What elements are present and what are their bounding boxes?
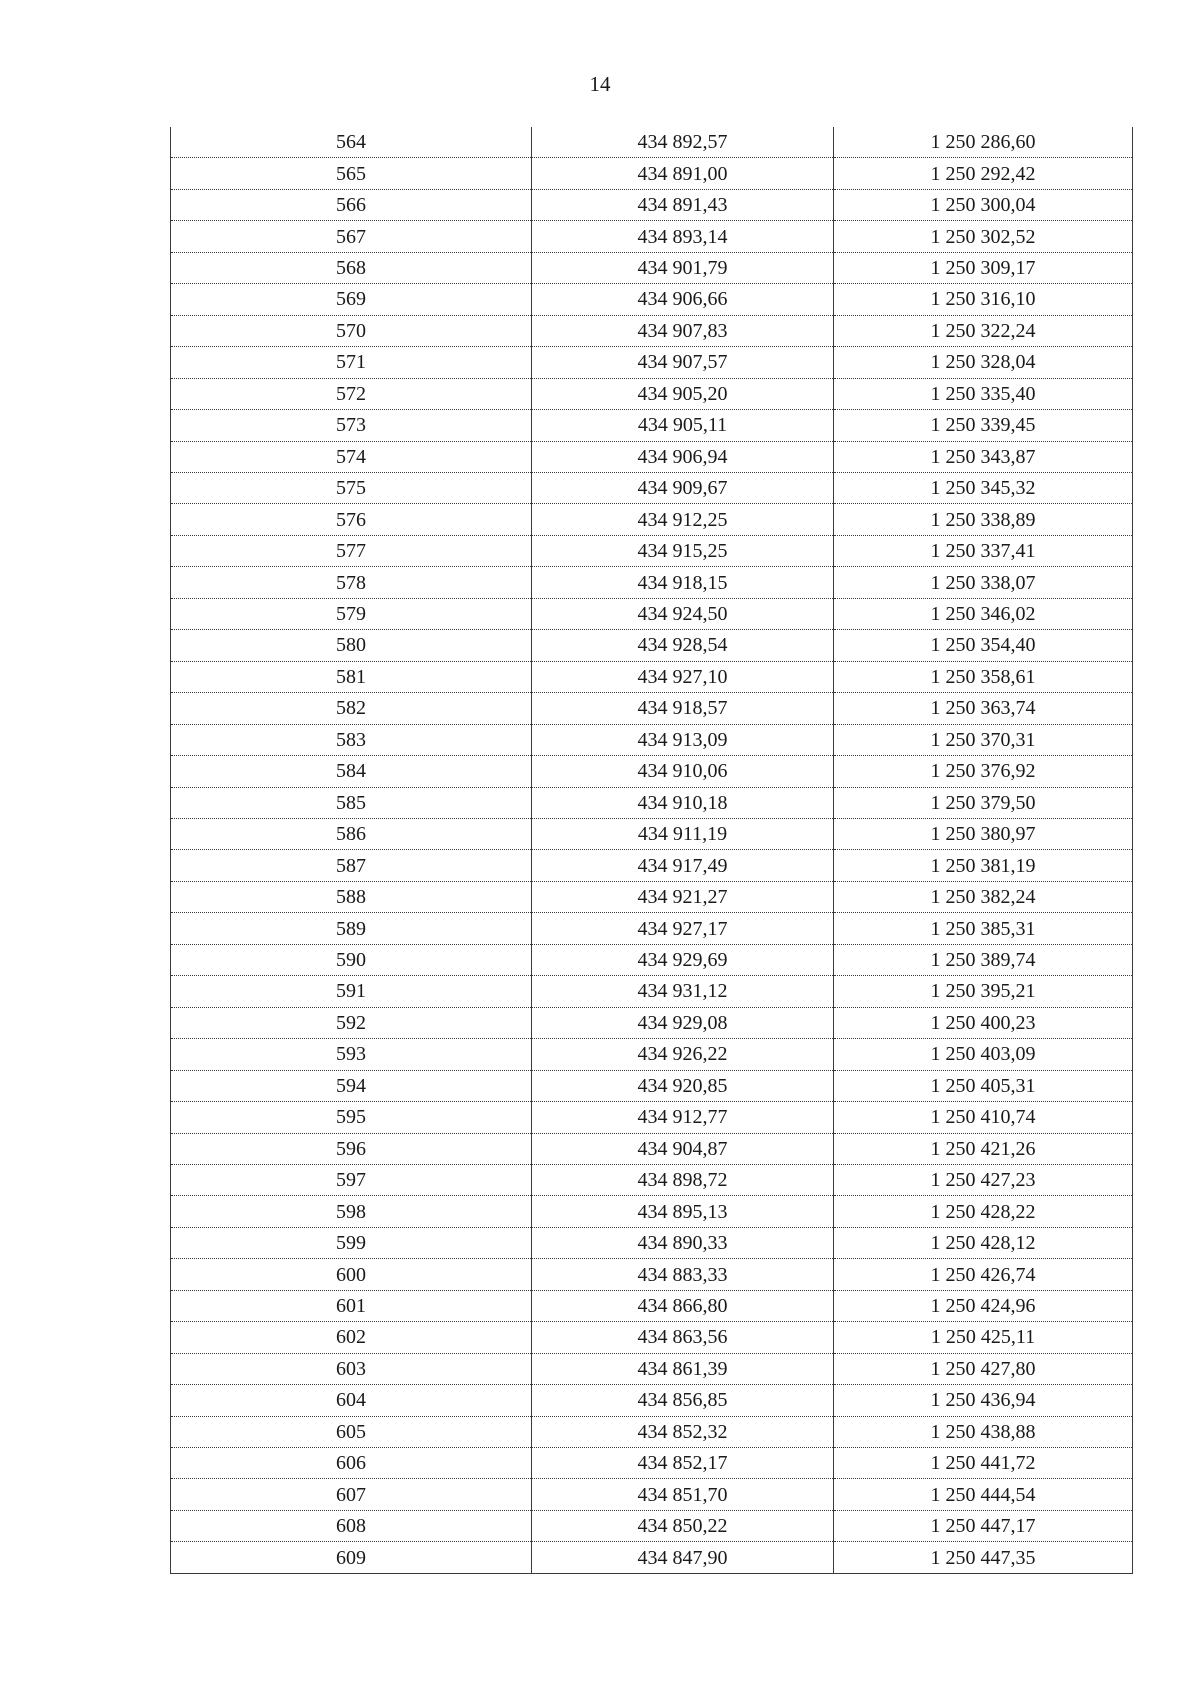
table-row (171, 1164, 1133, 1195)
x-coordinate-cell: 434 901,79 (532, 252, 834, 283)
point-number-cell: 574 (171, 441, 532, 472)
table-row (171, 315, 1133, 346)
x-coordinate-cell: 434 913,09 (532, 724, 834, 755)
x-coordinate-cell: 434 891,00 (532, 158, 834, 189)
x-coordinate-cell: 434 920,85 (532, 1070, 834, 1101)
table-row (171, 1133, 1133, 1164)
x-coordinate-cell: 434 866,80 (532, 1290, 834, 1321)
point-number-cell: 584 (171, 756, 532, 787)
y-coordinate-cell: 1 250 382,24 (834, 881, 1133, 912)
table-row (171, 535, 1133, 566)
x-coordinate-cell: 434 856,85 (532, 1385, 834, 1416)
y-coordinate-cell: 1 250 424,96 (834, 1290, 1133, 1321)
point-number-cell: 591 (171, 976, 532, 1007)
y-coordinate-cell: 1 250 302,52 (834, 221, 1133, 252)
point-number-cell: 564 (171, 127, 532, 158)
y-coordinate-cell: 1 250 380,97 (834, 818, 1133, 849)
table-row (171, 504, 1133, 535)
table-row (171, 1196, 1133, 1227)
table-row (171, 1259, 1133, 1290)
x-coordinate-cell: 434 893,14 (532, 221, 834, 252)
y-coordinate-cell: 1 250 338,89 (834, 504, 1133, 535)
point-number-cell: 601 (171, 1290, 532, 1321)
table-row (171, 1039, 1133, 1070)
x-coordinate-cell: 434 907,83 (532, 315, 834, 346)
x-coordinate-cell: 434 883,33 (532, 1259, 834, 1290)
point-number-cell: 608 (171, 1510, 532, 1541)
table-row (171, 661, 1133, 692)
page-number: 14 (589, 72, 611, 96)
y-coordinate-cell: 1 250 343,87 (834, 441, 1133, 472)
table-row (171, 1070, 1133, 1101)
y-coordinate-cell: 1 250 322,24 (834, 315, 1133, 346)
table-row (171, 410, 1133, 441)
x-coordinate-cell: 434 915,25 (532, 535, 834, 566)
point-number-cell: 572 (171, 378, 532, 409)
y-coordinate-cell: 1 250 427,80 (834, 1353, 1133, 1384)
point-number-cell: 606 (171, 1448, 532, 1479)
y-coordinate-cell: 1 250 426,74 (834, 1259, 1133, 1290)
point-number-cell: 589 (171, 913, 532, 944)
table-row (171, 1227, 1133, 1258)
x-coordinate-cell: 434 895,13 (532, 1196, 834, 1227)
table-row (171, 1416, 1133, 1447)
table-row (171, 1385, 1133, 1416)
table-row (171, 756, 1133, 787)
y-coordinate-cell: 1 250 370,31 (834, 724, 1133, 755)
y-coordinate-cell: 1 250 428,22 (834, 1196, 1133, 1227)
x-coordinate-cell: 434 890,33 (532, 1227, 834, 1258)
x-coordinate-cell: 434 906,94 (532, 441, 834, 472)
x-coordinate-cell: 434 909,67 (532, 472, 834, 503)
y-coordinate-cell: 1 250 346,02 (834, 598, 1133, 629)
x-coordinate-cell: 434 911,19 (532, 818, 834, 849)
y-coordinate-cell: 1 250 316,10 (834, 284, 1133, 315)
table-row (171, 347, 1133, 378)
table-row (171, 944, 1133, 975)
point-number-cell: 597 (171, 1164, 532, 1195)
point-number-cell: 605 (171, 1416, 532, 1447)
x-coordinate-cell: 434 921,27 (532, 881, 834, 912)
y-coordinate-cell: 1 250 335,40 (834, 378, 1133, 409)
x-coordinate-cell: 434 906,66 (532, 284, 834, 315)
table-row (171, 1353, 1133, 1384)
x-coordinate-cell: 434 852,17 (532, 1448, 834, 1479)
table-row (171, 472, 1133, 503)
y-coordinate-cell: 1 250 292,42 (834, 158, 1133, 189)
x-coordinate-cell: 434 929,69 (532, 944, 834, 975)
x-coordinate-cell: 434 918,57 (532, 693, 834, 724)
x-coordinate-cell: 434 850,22 (532, 1510, 834, 1541)
x-coordinate-cell: 434 910,06 (532, 756, 834, 787)
point-number-cell: 598 (171, 1196, 532, 1227)
coordinates-table-body (171, 127, 1133, 1573)
table-row (171, 127, 1133, 158)
y-coordinate-cell: 1 250 425,11 (834, 1322, 1133, 1353)
y-coordinate-cell: 1 250 338,07 (834, 567, 1133, 598)
table-row (171, 1479, 1133, 1510)
x-coordinate-cell: 434 929,08 (532, 1007, 834, 1038)
point-number-cell: 593 (171, 1039, 532, 1070)
table-row (171, 221, 1133, 252)
y-coordinate-cell: 1 250 300,04 (834, 189, 1133, 220)
y-coordinate-cell: 1 250 441,72 (834, 1448, 1133, 1479)
table-row (171, 787, 1133, 818)
table-row (171, 378, 1133, 409)
y-coordinate-cell: 1 250 337,41 (834, 535, 1133, 566)
point-number-cell: 592 (171, 1007, 532, 1038)
point-number-cell: 573 (171, 410, 532, 441)
table-row (171, 1322, 1133, 1353)
x-coordinate-cell: 434 852,32 (532, 1416, 834, 1447)
table-row (171, 1290, 1133, 1321)
point-number-cell: 599 (171, 1227, 532, 1258)
y-coordinate-cell: 1 250 286,60 (834, 127, 1133, 158)
table-row (171, 1102, 1133, 1133)
y-coordinate-cell: 1 250 309,17 (834, 252, 1133, 283)
point-number-cell: 567 (171, 221, 532, 252)
x-coordinate-cell: 434 907,57 (532, 347, 834, 378)
table-row (171, 252, 1133, 283)
table-row (171, 913, 1133, 944)
table-row (171, 976, 1133, 1007)
x-coordinate-cell: 434 861,39 (532, 1353, 834, 1384)
table-row (171, 1510, 1133, 1541)
point-number-cell: 580 (171, 630, 532, 661)
table-row (171, 189, 1133, 220)
x-coordinate-cell: 434 931,12 (532, 976, 834, 1007)
point-number-cell: 595 (171, 1102, 532, 1133)
x-coordinate-cell: 434 926,22 (532, 1039, 834, 1070)
point-number-cell: 576 (171, 504, 532, 535)
x-coordinate-cell: 434 851,70 (532, 1479, 834, 1510)
point-number-cell: 566 (171, 189, 532, 220)
y-coordinate-cell: 1 250 381,19 (834, 850, 1133, 881)
table-row (171, 598, 1133, 629)
y-coordinate-cell: 1 250 410,74 (834, 1102, 1133, 1133)
y-coordinate-cell: 1 250 444,54 (834, 1479, 1133, 1510)
y-coordinate-cell: 1 250 345,32 (834, 472, 1133, 503)
x-coordinate-cell: 434 904,87 (532, 1133, 834, 1164)
table-row (171, 441, 1133, 472)
point-number-cell: 569 (171, 284, 532, 315)
table-row (171, 1542, 1133, 1573)
table-row (171, 818, 1133, 849)
point-number-cell: 585 (171, 787, 532, 818)
point-number-cell: 577 (171, 535, 532, 566)
x-coordinate-cell: 434 905,20 (532, 378, 834, 409)
y-coordinate-cell: 1 250 405,31 (834, 1070, 1133, 1101)
x-coordinate-cell: 434 905,11 (532, 410, 834, 441)
point-number-cell: 570 (171, 315, 532, 346)
point-number-cell: 583 (171, 724, 532, 755)
table-row (171, 693, 1133, 724)
x-coordinate-cell: 434 910,18 (532, 787, 834, 818)
y-coordinate-cell: 1 250 363,74 (834, 693, 1133, 724)
y-coordinate-cell: 1 250 427,23 (834, 1164, 1133, 1195)
y-coordinate-cell: 1 250 403,09 (834, 1039, 1133, 1070)
table-row (171, 850, 1133, 881)
y-coordinate-cell: 1 250 428,12 (834, 1227, 1133, 1258)
x-coordinate-cell: 434 924,50 (532, 598, 834, 629)
x-coordinate-cell: 434 927,17 (532, 913, 834, 944)
x-coordinate-cell: 434 912,25 (532, 504, 834, 535)
y-coordinate-cell: 1 250 376,92 (834, 756, 1133, 787)
point-number-cell: 607 (171, 1479, 532, 1510)
table-row (171, 158, 1133, 189)
y-coordinate-cell: 1 250 379,50 (834, 787, 1133, 818)
x-coordinate-cell: 434 927,10 (532, 661, 834, 692)
y-coordinate-cell: 1 250 389,74 (834, 944, 1133, 975)
point-number-cell: 568 (171, 252, 532, 283)
y-coordinate-cell: 1 250 447,17 (834, 1510, 1133, 1541)
y-coordinate-cell: 1 250 328,04 (834, 347, 1133, 378)
point-number-cell: 565 (171, 158, 532, 189)
x-coordinate-cell: 434 891,43 (532, 189, 834, 220)
point-number-cell: 587 (171, 850, 532, 881)
table-row (171, 630, 1133, 661)
x-coordinate-cell: 434 928,54 (532, 630, 834, 661)
y-coordinate-cell: 1 250 339,45 (834, 410, 1133, 441)
y-coordinate-cell: 1 250 436,94 (834, 1385, 1133, 1416)
y-coordinate-cell: 1 250 400,23 (834, 1007, 1133, 1038)
y-coordinate-cell: 1 250 354,40 (834, 630, 1133, 661)
table-row (171, 567, 1133, 598)
point-number-cell: 603 (171, 1353, 532, 1384)
y-coordinate-cell: 1 250 385,31 (834, 913, 1133, 944)
point-number-cell: 578 (171, 567, 532, 598)
point-number-cell: 575 (171, 472, 532, 503)
coordinates-table (170, 127, 1133, 1574)
point-number-cell: 594 (171, 1070, 532, 1101)
y-coordinate-cell: 1 250 447,35 (834, 1542, 1133, 1573)
point-number-cell: 604 (171, 1385, 532, 1416)
table-row (171, 724, 1133, 755)
table-row (171, 1448, 1133, 1479)
point-number-cell: 609 (171, 1542, 532, 1573)
table-row (171, 881, 1133, 912)
x-coordinate-cell: 434 912,77 (532, 1102, 834, 1133)
x-coordinate-cell: 434 917,49 (532, 850, 834, 881)
point-number-cell: 588 (171, 881, 532, 912)
y-coordinate-cell: 1 250 358,61 (834, 661, 1133, 692)
point-number-cell: 582 (171, 693, 532, 724)
y-coordinate-cell: 1 250 395,21 (834, 976, 1133, 1007)
point-number-cell: 579 (171, 598, 532, 629)
y-coordinate-cell: 1 250 421,26 (834, 1133, 1133, 1164)
x-coordinate-cell: 434 863,56 (532, 1322, 834, 1353)
x-coordinate-cell: 434 918,15 (532, 567, 834, 598)
point-number-cell: 581 (171, 661, 532, 692)
x-coordinate-cell: 434 892,57 (532, 127, 834, 158)
y-coordinate-cell: 1 250 438,88 (834, 1416, 1133, 1447)
table-row (171, 1007, 1133, 1038)
x-coordinate-cell: 434 847,90 (532, 1542, 834, 1573)
point-number-cell: 596 (171, 1133, 532, 1164)
point-number-cell: 571 (171, 347, 532, 378)
point-number-cell: 600 (171, 1259, 532, 1290)
point-number-cell: 590 (171, 944, 532, 975)
point-number-cell: 602 (171, 1322, 532, 1353)
x-coordinate-cell: 434 898,72 (532, 1164, 834, 1195)
point-number-cell: 586 (171, 818, 532, 849)
table-row (171, 284, 1133, 315)
